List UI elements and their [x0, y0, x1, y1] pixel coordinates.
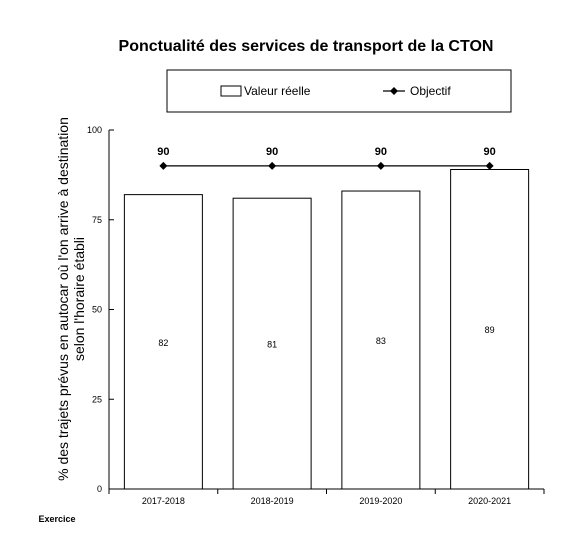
chart-title: Ponctualité des services de transport de la CTON — [118, 38, 494, 55]
objective-value-label: 90 — [374, 145, 387, 158]
y-axis-label — [55, 117, 87, 481]
objective-marker — [268, 162, 276, 170]
objective-marker — [159, 162, 167, 170]
legend — [167, 70, 511, 112]
legend-label-bar: Valeur réelle — [244, 84, 311, 98]
objective-marker — [377, 162, 385, 170]
y-tick-label: 100 — [86, 125, 102, 135]
x-axis-label: Exercice — [38, 514, 76, 524]
plot-area — [87, 125, 544, 506]
legend-label-line: Objectif — [410, 84, 451, 98]
bar-value-label: 82 — [158, 337, 169, 348]
legend-bar-swatch — [221, 86, 241, 96]
legend-box — [167, 70, 511, 112]
objective-value-label: 90 — [266, 145, 279, 158]
y-tick-label: 25 — [91, 394, 102, 405]
x-tick-label: 2020-2021 — [468, 496, 512, 506]
bar-value-label: 83 — [375, 336, 386, 347]
y-axis-label-line-1: % des trajets prévus en autocar où l'on arrive à destination — [55, 117, 71, 481]
x-tick-label: 2017-2018 — [141, 496, 185, 506]
x-tick-label: 2018-2019 — [250, 496, 294, 506]
bar-value-label: 81 — [267, 339, 278, 350]
bar-value-label: 89 — [484, 325, 495, 336]
objective-marker — [486, 162, 494, 170]
y-tick-label: 50 — [91, 304, 102, 315]
objective-value-label: 90 — [157, 145, 170, 158]
y-tick-label: 0 — [96, 484, 102, 494]
objective-value-label: 90 — [483, 145, 496, 158]
y-tick-label: 75 — [91, 214, 102, 225]
y-axis-label-line-2: selon l'horaire établi — [71, 236, 87, 362]
x-tick-label: 2019-2020 — [359, 496, 403, 506]
